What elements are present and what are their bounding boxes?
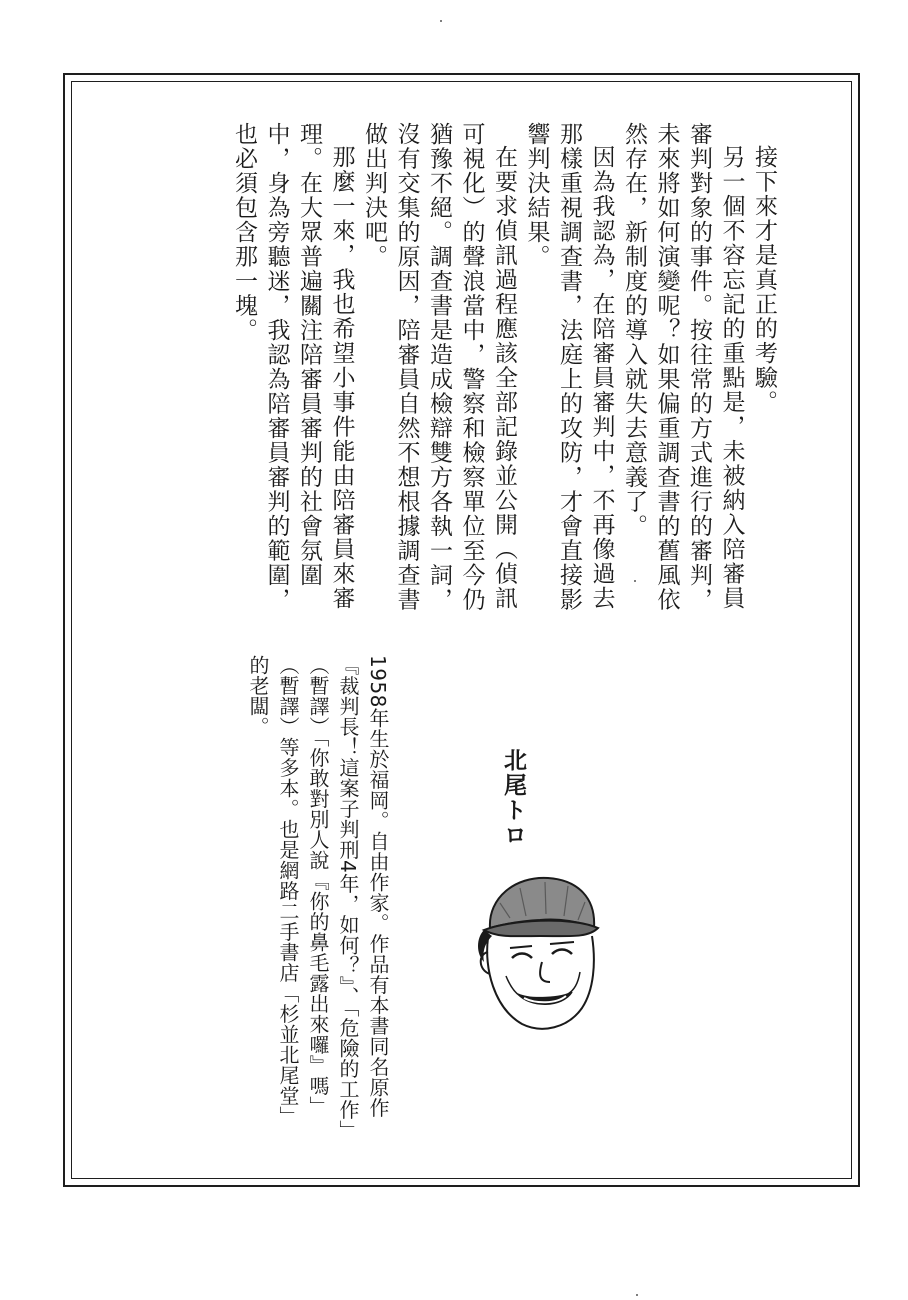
author-bio-text: 1958年生於福岡。自由作家。作品有本書同名原作『裁判長！這案子判刑4年，如何？』、「危險的工作」（暫譯）「你敢對別人說『你的鼻毛露出來囉』嗎」（暫譯）等多本。也是網路二手書店「杉並北尾堂」的老闆。 — [246, 655, 390, 1131]
essay-paragraph: 在要求偵訊過程應該全部記錄並公開（偵訊可視化）的聲浪當中，警察和檢察單位至今仍猶豫不絕。調查書是造成檢辯雙方各執一詞，沒有交集的原因，陪審員自然不想根據調查書做出判決吧。 — [361, 122, 517, 612]
scan-speck — [636, 1294, 638, 1296]
essay-paragraph: 接下來才是真正的考驗。 — [751, 145, 777, 415]
essay-paragraph: 另一個不容忘記的重點是，未被納入陪審員審判對象的事件。按往常的方式進行的審判，未來將如何演變呢？如果偏重調查書的舊風依然存在，新制度的導入就失去意義了。 — [621, 122, 745, 612]
essay-paragraph: 因為我認為，在陪審員審判中，不再像過去那樣重視調查書，法庭上的攻防，才會直接影響判決結果。 — [523, 122, 615, 612]
author-caricature-icon — [470, 858, 600, 1048]
author-bio — [243, 655, 393, 1140]
author-name: 北尾トロ — [500, 748, 526, 848]
essay-body — [150, 122, 780, 622]
scan-speck — [440, 20, 442, 22]
essay-paragraph: 那麼一來，我也希望小事件能由陪審員來審理。在大眾普遍關注陪審員審判的社會氛圍中，身為旁聽迷，我認為陪審員審判的範圍，也必須包含那一塊。 — [231, 122, 355, 612]
scan-speck — [634, 580, 636, 582]
